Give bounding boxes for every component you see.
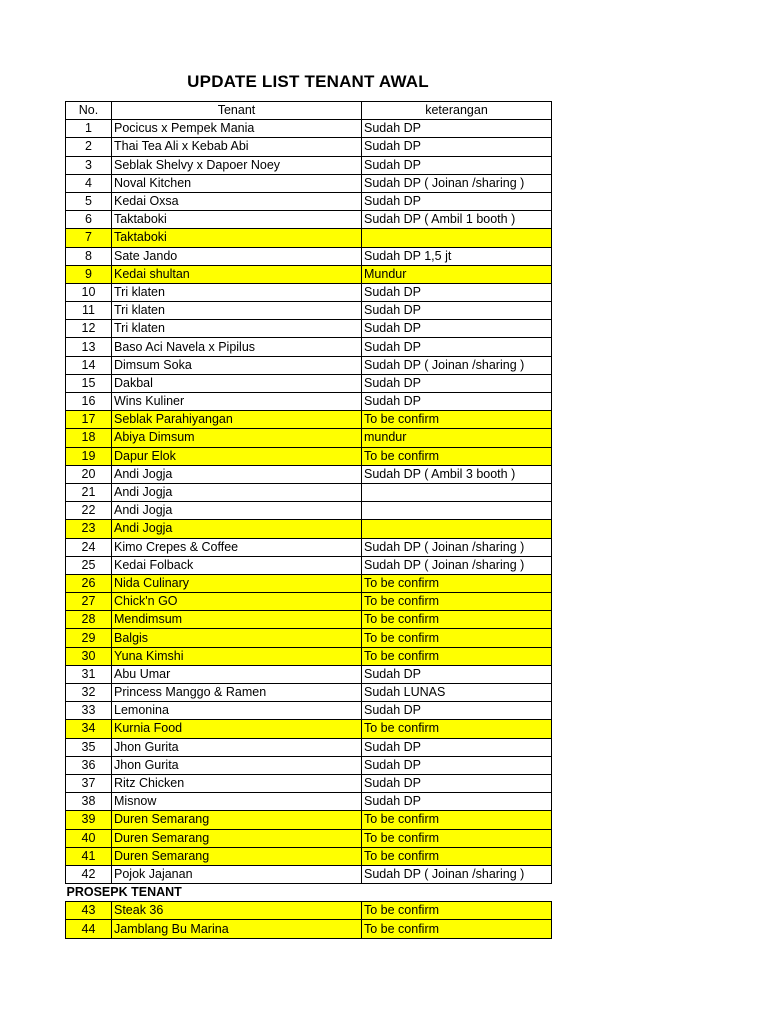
cell-no: 26 [66, 574, 112, 592]
cell-keterangan: Sudah DP [362, 738, 552, 756]
table-row [66, 265, 552, 283]
cell-no: 14 [66, 356, 112, 374]
cell-tenant: Sate Jando [112, 247, 362, 265]
cell-tenant: Jhon Gurita [112, 756, 362, 774]
cell-keterangan: Sudah DP [362, 338, 552, 356]
cell-keterangan: Sudah DP [362, 156, 552, 174]
cell-keterangan: Sudah DP [362, 374, 552, 392]
table-row [66, 811, 552, 829]
table-row [66, 574, 552, 592]
table-body [66, 120, 552, 938]
cell-tenant: Steak 36 [112, 902, 362, 920]
cell-keterangan: Sudah DP ( Joinan /sharing ) [362, 174, 552, 192]
cell-no: 32 [66, 684, 112, 702]
cell-no: 16 [66, 393, 112, 411]
cell-tenant: Lemonina [112, 702, 362, 720]
cell-tenant: Mendimsum [112, 611, 362, 629]
page-title: UPDATE LIST TENANT AWAL [187, 72, 429, 91]
cell-tenant: Jamblang Bu Marina [112, 920, 362, 938]
cell-tenant: Duren Semarang [112, 847, 362, 865]
cell-keterangan [362, 520, 552, 538]
table-row [66, 774, 552, 792]
table-row [66, 229, 552, 247]
cell-keterangan: Sudah DP ( Joinan /sharing ) [362, 356, 552, 374]
cell-no: 2 [66, 138, 112, 156]
cell-tenant: Kedai shultan [112, 265, 362, 283]
cell-keterangan: Sudah DP ( Ambil 3 booth ) [362, 465, 552, 483]
table-row [66, 865, 552, 883]
cell-keterangan [362, 483, 552, 501]
cell-keterangan [362, 229, 552, 247]
section-label: PROSEPK TENANT [66, 885, 182, 900]
table-row [66, 192, 552, 210]
table-row [66, 483, 552, 501]
cell-keterangan: To be confirm [362, 411, 552, 429]
cell-tenant: Pojok Jajanan [112, 865, 362, 883]
cell-keterangan [362, 502, 552, 520]
cell-keterangan: To be confirm [362, 647, 552, 665]
cell-tenant: Misnow [112, 793, 362, 811]
cell-keterangan: Sudah DP [362, 793, 552, 811]
cell-tenant: Baso Aci Navela x Pipilus [112, 338, 362, 356]
cell-no: 36 [66, 756, 112, 774]
cell-no: 17 [66, 411, 112, 429]
tenant-table [65, 101, 552, 939]
table-row [66, 520, 552, 538]
table-row [66, 556, 552, 574]
cell-tenant: Dakbal [112, 374, 362, 392]
cell-tenant: Kedai Folback [112, 556, 362, 574]
cell-no: 33 [66, 702, 112, 720]
cell-tenant: Seblak Parahiyangan [112, 411, 362, 429]
cell-tenant: Andi Jogja [112, 465, 362, 483]
cell-no: 8 [66, 247, 112, 265]
cell-no: 31 [66, 665, 112, 683]
cell-tenant: Andi Jogja [112, 502, 362, 520]
cell-keterangan: Sudah DP [362, 138, 552, 156]
cell-no: 43 [66, 902, 112, 920]
cell-no: 20 [66, 465, 112, 483]
table-row [66, 429, 552, 447]
table-row [66, 465, 552, 483]
cell-no: 18 [66, 429, 112, 447]
cell-tenant: Taktaboki [112, 211, 362, 229]
table-row [66, 447, 552, 465]
cell-no: 29 [66, 629, 112, 647]
cell-no: 27 [66, 593, 112, 611]
section-row [66, 884, 552, 902]
cell-no: 5 [66, 192, 112, 210]
table-row [66, 647, 552, 665]
cell-no: 9 [66, 265, 112, 283]
cell-no: 1 [66, 120, 112, 138]
cell-keterangan: To be confirm [362, 611, 552, 629]
cell-tenant: Pocicus x Pempek Mania [112, 120, 362, 138]
table-row [66, 283, 552, 301]
cell-no: 3 [66, 156, 112, 174]
cell-keterangan: Mundur [362, 265, 552, 283]
cell-tenant: Thai Tea Ali x Kebab Abi [112, 138, 362, 156]
cell-no: 21 [66, 483, 112, 501]
cell-keterangan: Sudah DP [362, 702, 552, 720]
cell-no: 30 [66, 647, 112, 665]
table-row [66, 684, 552, 702]
cell-keterangan: To be confirm [362, 720, 552, 738]
cell-tenant: Jhon Gurita [112, 738, 362, 756]
cell-tenant: Dimsum Soka [112, 356, 362, 374]
cell-tenant: Chick'n GO [112, 593, 362, 611]
cell-keterangan: Sudah DP ( Joinan /sharing ) [362, 538, 552, 556]
table-row [66, 829, 552, 847]
table-row [66, 756, 552, 774]
cell-keterangan: To be confirm [362, 847, 552, 865]
cell-keterangan: To be confirm [362, 447, 552, 465]
column-header-keterangan: keterangan [362, 102, 552, 120]
table-row [66, 720, 552, 738]
cell-no: 37 [66, 774, 112, 792]
cell-tenant: Duren Semarang [112, 811, 362, 829]
table-row [66, 847, 552, 865]
cell-tenant: Andi Jogja [112, 483, 362, 501]
cell-no: 12 [66, 320, 112, 338]
cell-no: 35 [66, 738, 112, 756]
cell-no: 22 [66, 502, 112, 520]
cell-no: 4 [66, 174, 112, 192]
cell-keterangan: To be confirm [362, 920, 552, 938]
cell-keterangan: To be confirm [362, 902, 552, 920]
cell-no: 34 [66, 720, 112, 738]
cell-tenant: Andi Jogja [112, 520, 362, 538]
cell-tenant: Dapur Elok [112, 447, 362, 465]
table-header-row [66, 102, 552, 120]
cell-tenant: Noval Kitchen [112, 174, 362, 192]
cell-tenant: Seblak Shelvy x Dapoer Noey [112, 156, 362, 174]
cell-keterangan: Sudah DP [362, 283, 552, 301]
cell-tenant: Yuna Kimshi [112, 647, 362, 665]
table-row [66, 593, 552, 611]
cell-tenant: Tri klaten [112, 302, 362, 320]
cell-keterangan: Sudah DP [362, 393, 552, 411]
cell-no: 40 [66, 829, 112, 847]
cell-no: 38 [66, 793, 112, 811]
table-row [66, 920, 552, 938]
cell-keterangan: Sudah DP ( Joinan /sharing ) [362, 556, 552, 574]
cell-keterangan: Sudah DP [362, 756, 552, 774]
cell-no: 7 [66, 229, 112, 247]
cell-keterangan: To be confirm [362, 829, 552, 847]
cell-no: 23 [66, 520, 112, 538]
cell-tenant: Ritz Chicken [112, 774, 362, 792]
cell-keterangan: Sudah DP [362, 192, 552, 210]
cell-tenant: Duren Semarang [112, 829, 362, 847]
cell-no: 42 [66, 865, 112, 883]
table-row [66, 356, 552, 374]
cell-keterangan: Sudah DP [362, 774, 552, 792]
table-row [66, 665, 552, 683]
cell-no: 19 [66, 447, 112, 465]
cell-keterangan: Sudah DP ( Ambil 1 booth ) [362, 211, 552, 229]
cell-tenant: Tri klaten [112, 320, 362, 338]
cell-tenant: Nida Culinary [112, 574, 362, 592]
table-row [66, 211, 552, 229]
cell-no: 15 [66, 374, 112, 392]
table-row [66, 120, 552, 138]
column-header-no: No. [66, 102, 112, 120]
cell-tenant: Princess Manggo & Ramen [112, 684, 362, 702]
cell-keterangan: To be confirm [362, 811, 552, 829]
cell-no: 10 [66, 283, 112, 301]
table-row [66, 411, 552, 429]
cell-keterangan: Sudah DP [362, 665, 552, 683]
cell-no: 6 [66, 211, 112, 229]
cell-no: 24 [66, 538, 112, 556]
table-row [66, 320, 552, 338]
table-row [66, 902, 552, 920]
cell-keterangan: mundur [362, 429, 552, 447]
column-header-tenant: Tenant [112, 102, 362, 120]
cell-keterangan: Sudah DP [362, 302, 552, 320]
table-row [66, 538, 552, 556]
table-row [66, 338, 552, 356]
cell-tenant: Kurnia Food [112, 720, 362, 738]
table-row [66, 738, 552, 756]
cell-no: 39 [66, 811, 112, 829]
table-row [66, 393, 552, 411]
table-row [66, 629, 552, 647]
cell-tenant: Abu Umar [112, 665, 362, 683]
cell-no: 13 [66, 338, 112, 356]
cell-keterangan: To be confirm [362, 593, 552, 611]
cell-no: 44 [66, 920, 112, 938]
cell-no: 41 [66, 847, 112, 865]
cell-tenant: Balgis [112, 629, 362, 647]
cell-tenant: Kedai Oxsa [112, 192, 362, 210]
table-row [66, 611, 552, 629]
cell-keterangan: Sudah DP ( Joinan /sharing ) [362, 865, 552, 883]
cell-keterangan: Sudah LUNAS [362, 684, 552, 702]
table-row [66, 174, 552, 192]
cell-keterangan: To be confirm [362, 629, 552, 647]
cell-tenant: Tri klaten [112, 283, 362, 301]
cell-keterangan: To be confirm [362, 574, 552, 592]
cell-keterangan: Sudah DP [362, 320, 552, 338]
table-row [66, 138, 552, 156]
cell-tenant: Kimo Crepes & Coffee [112, 538, 362, 556]
table-row [66, 374, 552, 392]
cell-no: 25 [66, 556, 112, 574]
cell-no: 28 [66, 611, 112, 629]
cell-keterangan: Sudah DP 1,5 jt [362, 247, 552, 265]
cell-tenant: Taktaboki [112, 229, 362, 247]
table-row [66, 793, 552, 811]
table-row [66, 247, 552, 265]
cell-no: 11 [66, 302, 112, 320]
table-row [66, 502, 552, 520]
cell-tenant: Wins Kuliner [112, 393, 362, 411]
table-row [66, 302, 552, 320]
table-row [66, 156, 552, 174]
cell-keterangan: Sudah DP [362, 120, 552, 138]
cell-tenant: Abiya Dimsum [112, 429, 362, 447]
table-row [66, 702, 552, 720]
